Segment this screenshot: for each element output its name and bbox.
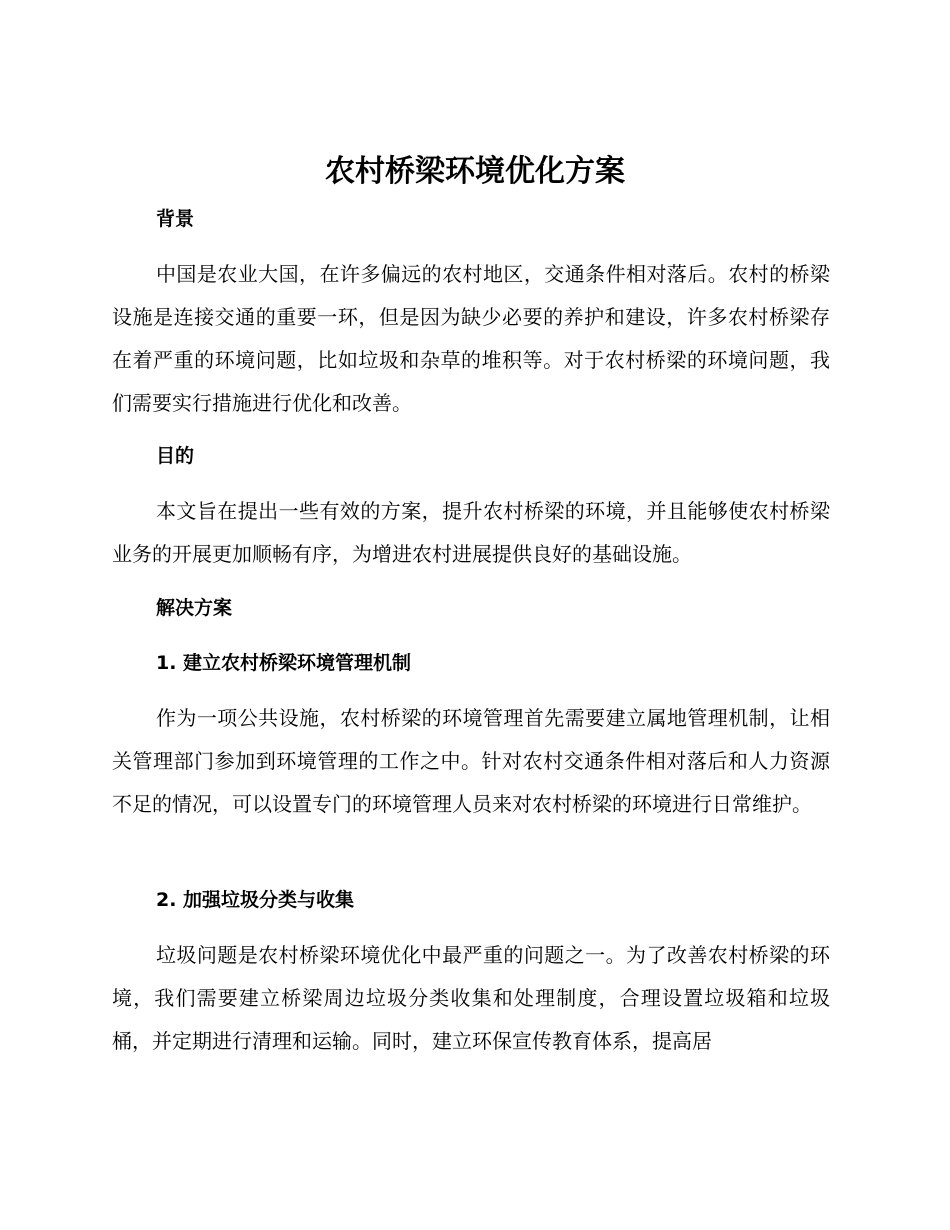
section-paragraph-garbage-sorting: 垃圾问题是农村桥梁环境优化中最严重的问题之一。为了改善农村桥梁的环境，我们需要建立桥梁周边垃圾分类收集和处理制度，合理设置垃圾箱和垃圾桶，并定期进行清理和运输。同时，建立环保宣传教育体系，提高居 [112, 943, 830, 1053]
section-paragraph-background: 中国是农业大国，在许多偏远的农村地区，交通条件相对落后。农村的桥梁设施是连接交通的重要一环，但是因为缺少必要的养护和建设，许多农村桥梁存在着严重的环境问题，比如垃圾和杂草的堆积等。对于农村桥梁的环境问题，我们需要实行措施进行优化和改善。 [112, 262, 830, 415]
section-heading-purpose: 目的 [156, 445, 195, 467]
section-paragraph-purpose: 本文旨在提出一些有效的方案，提升农村桥梁的环境，并且能够使农村桥梁业务的开展更加顺畅有序，为增进农村进展提供良好的基础设施。 [112, 499, 830, 566]
section-heading-management-mechanism: 1. 建立农村桥梁环境管理机制 [156, 652, 412, 674]
document-title: 农村桥梁环境优化方案 [325, 154, 625, 189]
section-heading-background: 背景 [156, 208, 195, 230]
section-paragraph-management-mechanism: 作为一项公共设施，农村桥梁的环境管理首先需要建立属地管理机制，让相关管理部门参加到环境管理的工作之中。针对农村交通条件相对落后和人力资源不足的情况，可以设置专门的环境管理人员来对农村桥梁的环境进行日常维护。 [112, 706, 830, 816]
section-heading-solutions: 解决方案 [156, 597, 233, 619]
section-heading-garbage-sorting: 2. 加强垃圾分类与收集 [156, 889, 355, 911]
